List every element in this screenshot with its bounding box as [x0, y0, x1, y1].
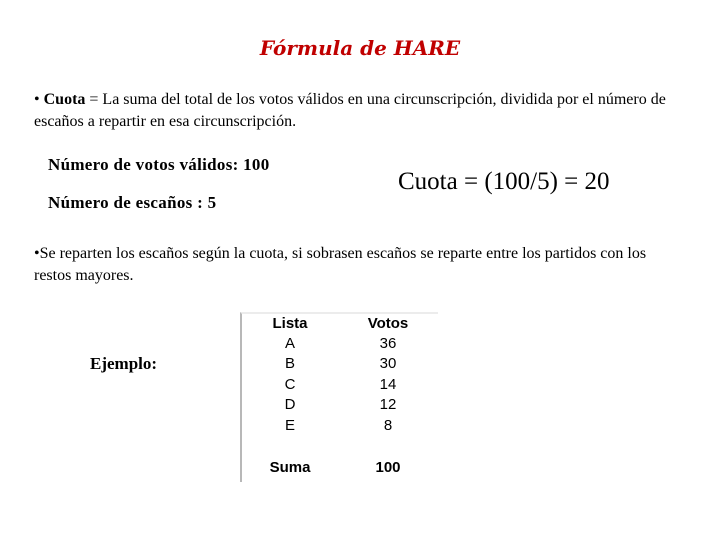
table-row [242, 355, 438, 375]
header-votos: Votos [367, 315, 409, 332]
table-row [242, 396, 438, 416]
votes-table [240, 312, 438, 482]
table-row [242, 376, 438, 396]
table-row [242, 335, 438, 355]
example-label: Ejemplo: [90, 354, 158, 373]
seats-stat: Número de escaños : 5 [48, 193, 217, 212]
row-list-cell: C [284, 376, 296, 393]
cuota-definition [34, 89, 684, 133]
cuota-text: = La suma del total de los votos válidos en una circunscripción, dividida por el número de escaños a repartir en esa circunscripción. [34, 91, 666, 130]
row-list-cell: B [284, 355, 295, 372]
total-value: 100 [375, 459, 401, 476]
quota-formula: Cuota = (100/5) = 20 [398, 168, 610, 195]
distribution-rule: •Se reparten los escaños según la cuota, si sobrasen escaños se reparte entre los partidos con los restos mayores. [34, 245, 647, 284]
votes-stat: Número de votos válidos: 100 [48, 155, 270, 174]
total-label: Suma [269, 459, 311, 476]
row-votes-cell: 12 [379, 396, 397, 413]
row-list-cell: D [284, 396, 296, 413]
table-row [242, 417, 438, 437]
table-header-row [242, 315, 438, 335]
row-votes-cell: 36 [379, 335, 397, 352]
row-votes-cell: 14 [379, 376, 397, 393]
row-votes-cell: 30 [379, 355, 397, 372]
row-list-cell: E [284, 417, 295, 434]
row-list-cell: A [284, 335, 295, 352]
bullet: • [34, 91, 40, 108]
header-lista: Lista [272, 315, 308, 332]
table-total-row [242, 459, 438, 479]
row-votes-cell: 8 [383, 417, 393, 434]
slide-title: Fórmula de HARE [259, 36, 461, 60]
cuota-term: Cuota [43, 91, 86, 108]
